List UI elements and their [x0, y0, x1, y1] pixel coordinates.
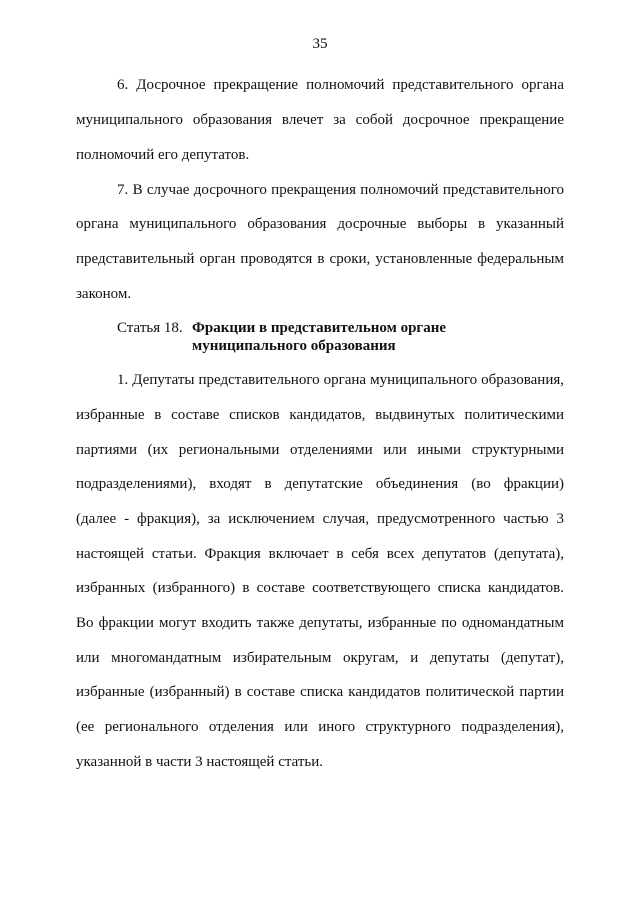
paragraph-18-1-line-5: (далее - фракция), за исключением случая, предусмотренного частью 3: [76, 511, 564, 527]
paragraph-7-line-4: законом.: [76, 286, 132, 302]
paragraph-18-1-line-3: партиями (их региональными отделениями или иными структурными: [76, 442, 564, 458]
paragraph-18-1-line-1: 1. Депутаты представительного органа муниципального образования,: [117, 372, 564, 388]
page-number: 35: [312, 36, 328, 52]
article-label: Статья 18.: [117, 320, 183, 336]
paragraph-18-1-line-8: Во фракции могут входить также депутаты, избранные по одномандатным: [76, 615, 564, 631]
article-title-line-1: Фракции в представительном органе: [192, 320, 447, 336]
paragraph-7-line-1: 7. В случае досрочного прекращения полномочий представительного: [117, 182, 564, 198]
article-title-line-2: муниципального образования: [192, 338, 396, 354]
paragraph-18-1-line-12: указанной в части 3 настоящей статьи.: [76, 754, 324, 770]
paragraph-7-line-2: органа муниципального образования досрочные выборы в указанный: [76, 216, 564, 232]
paragraph-18-1-line-2: избранные в составе списков кандидатов, выдвинутых политическими: [76, 407, 564, 423]
paragraph-6-line-2: муниципального образования влечет за собой досрочное прекращение: [76, 112, 564, 128]
paragraph-18-1-line-6: настоящей статьи. Фракция включает в себя всех депутатов (депутата),: [76, 546, 564, 562]
paragraph-18-1-line-11: (ее регионального отделения или иного структурного подразделения),: [76, 719, 564, 735]
paragraph-18-1-line-7: избранных (избранного) в составе соответствующего списка кандидатов.: [76, 580, 564, 596]
paragraph-6-line-3: полномочий его депутатов.: [76, 147, 250, 163]
paragraph-18-1-line-4: подразделениями), входят в депутатские объединения (во фракции): [76, 476, 564, 492]
paragraph-18-1-line-10: избранные (избранный) в составе списка кандидатов политической партии: [76, 684, 564, 700]
paragraph-6-line-1: 6. Досрочное прекращение полномочий представительного органа: [117, 77, 564, 93]
paragraph-18-1-line-9: или многомандатным избирательным округам, и депутаты (депутат),: [76, 650, 564, 666]
paragraph-7-line-3: представительный орган проводятся в сроки, установленные федеральным: [76, 251, 564, 267]
